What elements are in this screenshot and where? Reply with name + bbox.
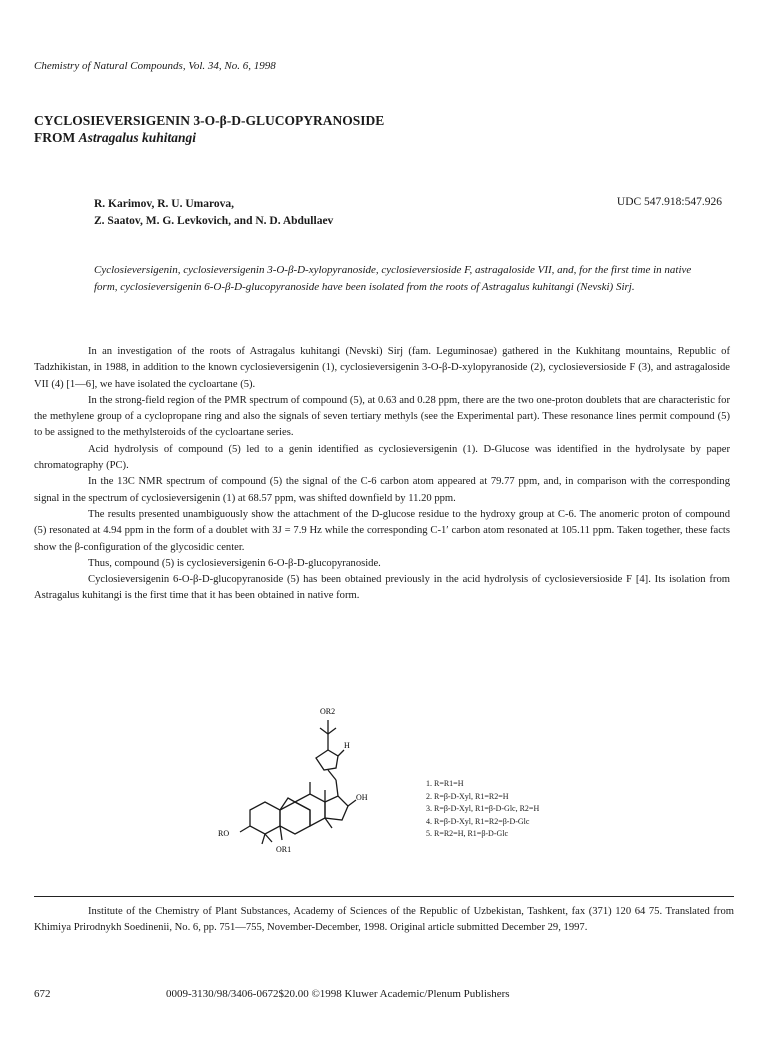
label-oh: OH xyxy=(356,793,368,802)
paragraph: The results presented unambiguously show the attachment of the D-glucose residue to the hydroxy group at C-6. The anomeric proton of compound (5) resonated at 4.94 ppm in the form of a doublet with 3J = 7.9 Hz while the corresponding C-1′ carbon atom resonated at 105.11 ppm. Taken together, these facts show the β-configuration of the glycosidic center. xyxy=(34,508,730,553)
ring-a xyxy=(250,802,280,834)
title-line-2 xyxy=(34,129,634,146)
title-from: FROM xyxy=(34,130,79,145)
label-or1: OR1 xyxy=(276,845,292,854)
chemical-structure xyxy=(210,690,410,865)
udc-code: UDC 547.918:547.926 xyxy=(616,196,722,208)
legend-item: 2. R=β-D-Xyl, R1=R2=H xyxy=(426,791,509,801)
label-h: H xyxy=(344,741,350,750)
article-body xyxy=(34,344,730,605)
ring-b xyxy=(280,802,310,834)
author-list xyxy=(94,196,333,230)
legend-item: 4. R=β-D-Xyl, R1=R2=β-D-Glc xyxy=(426,816,530,826)
page-number: 672 xyxy=(34,988,51,1000)
ring-d xyxy=(325,796,348,820)
title-line-1: CYCLOSIEVERSIGENIN 3-O-β-D-GLUCOPYRANOSIDE xyxy=(34,113,385,128)
paragraph: Thus, compound (5) is cyclosieversigenin 6-O-β-D-glucopyranoside. xyxy=(88,557,381,569)
legend-item: 3. R=β-D-Xyl, R1=β-D-Glc, R2=H xyxy=(426,804,540,813)
abstract: Cyclosieversigenin, cyclosieversigenin 3-O-β-D-xylopyranoside, cyclosieversioside F, astragaloside VII, and, for the first time in native form, cyclosieversigenin 6-O-β-D-glucopyranoside have been isolated from the roots of Astragalus kuhitangi (Nevski) Sirj. xyxy=(94,264,692,293)
paragraph: In the 13C NMR spectrum of compound (5) the signal of the C-6 carbon atom appeared at 79.77 ppm, and, in comparison with the corresponding signal in the spectrum of cyclosieversigenin (1) at 68.57 ppm, was shifted downfield by 11.20 ppm. xyxy=(34,476,730,504)
legend-item: 5. R=R2=H, R1=β-D-Glc xyxy=(426,829,509,838)
footnote-divider xyxy=(34,896,734,897)
paragraph: In the strong-field region of the PMR spectrum of compound (5), at 0.63 and 0.28 ppm, there are the two one-proton doublets that are characteristic for the methylene group of a cyclopropane ring and also the signals of seven tertiary methyls (see the Experimental part). These resonance lines permit compound (5) to be assigned to the methylsteroids of the cycloartane series. xyxy=(34,394,730,439)
compound-legend xyxy=(426,778,539,841)
authors-line-1: R. Karimov, R. U. Umarova, xyxy=(94,198,235,210)
paragraph: Acid hydrolysis of compound (5) led to a genin identified as cyclosieversigenin (1). D-Glucose was identified in the hydrolysate by paper chromatography (PC). xyxy=(34,443,730,472)
article-title xyxy=(34,112,634,146)
copyright-line: 0009-3130/98/3406-0672$20.00 ©1998 Kluwer Academic/Plenum Publishers xyxy=(166,988,510,1000)
journal-header: Chemistry of Natural Compounds, Vol. 34, No. 6, 1998 xyxy=(34,60,276,72)
title-species: Astragalus kuhitangi xyxy=(78,130,197,145)
label-or2: OR2 xyxy=(320,707,336,716)
authors-line-2: Z. Saatov, M. G. Levkovich, and N. D. Abdullaev xyxy=(94,215,334,227)
label-ro: RO xyxy=(218,829,230,838)
paragraph: Cyclosieversigenin 6-O-β-D-glucopyranoside (5) has been obtained previously in the acid hydrolysis of cyclosieversioside F [4]. Its isolation from Astragalus kuhitangi is the first time that it has been obtained in native form. xyxy=(34,574,730,602)
legend-item: 1. R=R1=H xyxy=(426,779,464,788)
paragraph: In an investigation of the roots of Astragalus kuhitangi (Nevski) Sirj (fam. Leguminosae) gathered in the Kukhitang mountains, Republic of Tadzhikistan, in 1988, in addition to the known cyclosieversigenin (1), cyclosieversigenin 3-O-β-D-xylopyranoside (2), cyclosieversioside F (3), and astragaloside VII (4) [1—6], we have isolated the cycloartane (5). xyxy=(34,346,730,390)
furan-ring xyxy=(316,750,338,770)
affiliation-footnote: Institute of the Chemistry of Plant Substances, Academy of Sciences of the Republic of Uzbekistan, Tashkent, fax (371) 120 64 75. Translated from Khimiya Prirodnykh Soedinenii, No. 6, pp. 751—755, November-December, 1998. Original article submitted December 29, 1997. xyxy=(34,906,734,933)
ring-c xyxy=(295,794,325,826)
